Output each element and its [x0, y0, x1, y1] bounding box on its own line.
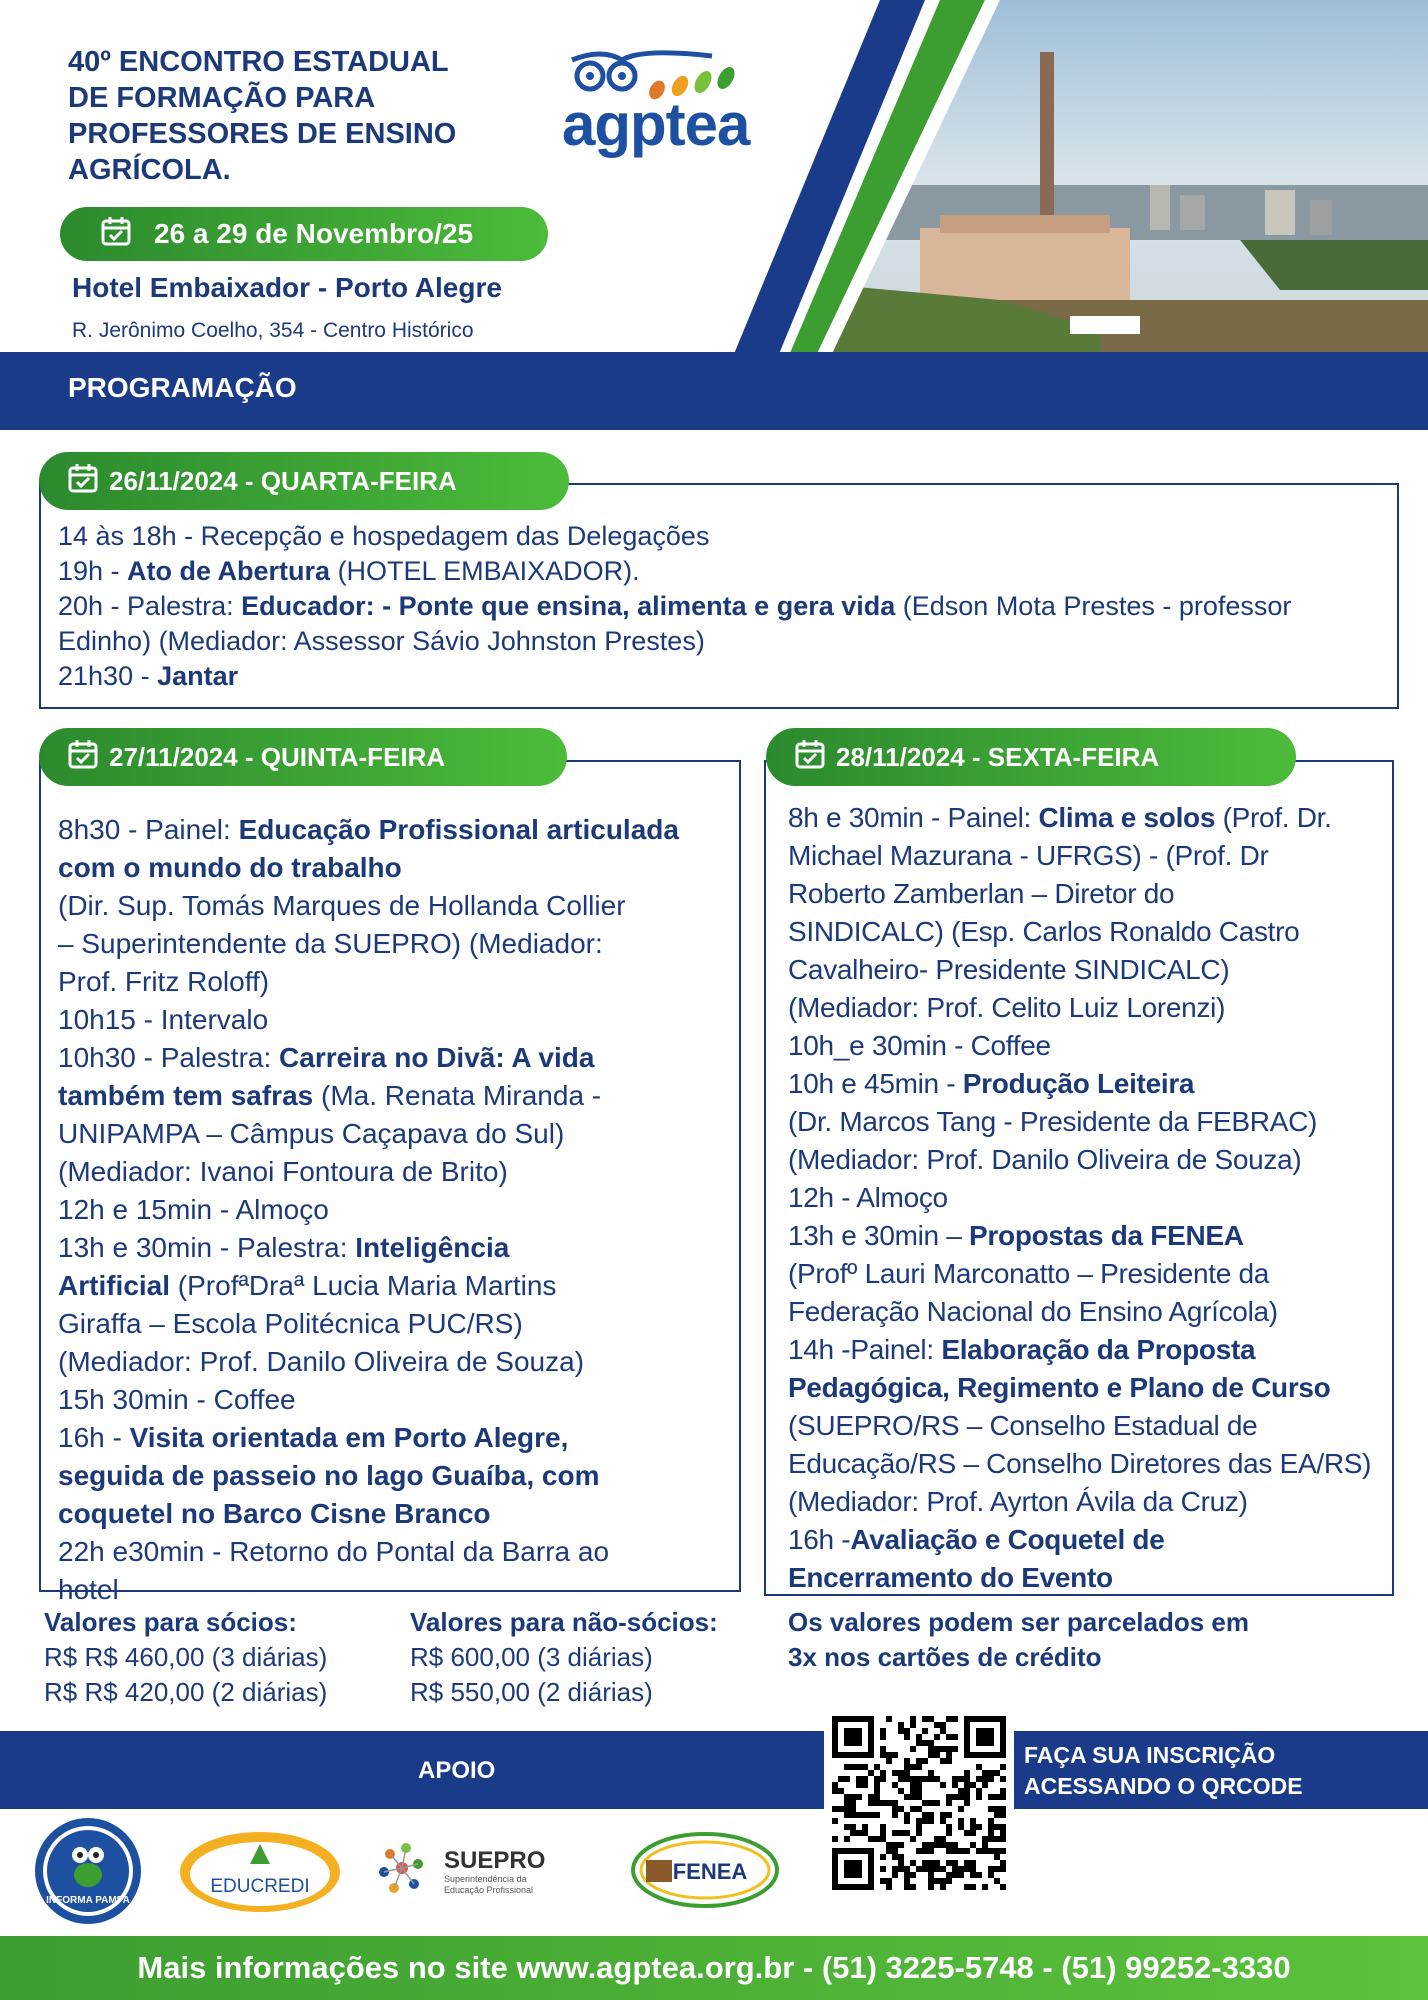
day1-lines: [58, 519, 1291, 694]
schedule-text: (Profº Lauri Marconatto – Presidente da: [788, 1258, 1270, 1289]
schedule-line: [58, 1191, 679, 1229]
day2-header: [39, 728, 567, 786]
schedule-text: (Prof. Dr.: [1215, 802, 1332, 833]
schedule-text: Federação Nacional do Ensino Agrícola): [788, 1296, 1278, 1327]
schedule-text: Educação/RS – Conselho Diretores das EA/RS): [788, 1448, 1372, 1479]
schedule-highlight: Ato de Abertura: [127, 556, 331, 586]
venue-address: R. Jerônimo Coelho, 354 - Centro Histórico: [72, 319, 474, 342]
inscricao-line: FAÇA SUA INSCRIÇÃO: [1024, 1742, 1276, 1768]
event-date-badge: [60, 207, 548, 261]
schedule-line: [58, 1381, 679, 1419]
schedule-text: (Mediador: Prof. Danilo Oliveira de Souza): [788, 1144, 1302, 1175]
schedule-line: [788, 1293, 1371, 1331]
prices-parcelamento: [788, 1605, 1249, 1675]
educredi-logo: [178, 1830, 342, 1914]
schedule-line: [788, 875, 1371, 913]
schedule-highlight: Elaboração da Proposta: [941, 1334, 1256, 1365]
schedule-highlight: Inteligência: [355, 1232, 510, 1263]
schedule-line: [788, 799, 1371, 837]
schedule-text: UNIPAMPA – Câmpus Caçapava do Sul): [58, 1118, 565, 1149]
schedule-text: 12h - Almoço: [788, 1182, 948, 1213]
schedule-text: SINDICALC) (Esp. Carlos Ronaldo Castro: [788, 916, 1300, 947]
suepro-subtitle: Superintendência da: [444, 1874, 527, 1884]
programacao-heading: PROGRAMAÇÃO: [68, 372, 297, 403]
schedule-line: [788, 1369, 1371, 1407]
fenea-text: FENEA: [672, 1859, 748, 1884]
venue-name: Hotel Embaixador - Porto Alegre: [72, 272, 502, 303]
schedule-text: (Mediador: Prof. Ayrton Ávila da Cruz): [788, 1486, 1248, 1517]
schedule-line: [58, 963, 679, 1001]
schedule-text: 16h -: [788, 1524, 851, 1555]
schedule-line: [58, 811, 679, 849]
schedule-line: [788, 913, 1371, 951]
price-line: R$ 600,00 (3 diárias): [410, 1642, 653, 1672]
apoio-heading: APOIO: [418, 1757, 496, 1784]
schedule-text: Roberto Zamberlan – Diretor do: [788, 878, 1175, 909]
event-date-text: 26 a 29 de Novembro/25: [154, 218, 474, 249]
day2-label: 27/11/2024 - QUINTA-FEIRA: [109, 741, 446, 772]
schedule-text: (SUEPRO/RS – Conselho Estadual de: [788, 1410, 1258, 1441]
prices-nao-socios-title: Valores para não-sócios:: [410, 1607, 718, 1637]
suepro-subtitle: Educação Profissional: [444, 1885, 534, 1895]
schedule-highlight: Avaliação e Coquetel de: [850, 1524, 1165, 1555]
schedule-highlight: coquetel no Barco Cisne Branco: [58, 1498, 491, 1529]
day2-lines: [58, 811, 679, 1609]
schedule-line: [788, 1141, 1371, 1179]
informa-pampa-logo: [32, 1815, 144, 1927]
schedule-text: 8h e 30min - Painel:: [788, 802, 1039, 833]
schedule-text: 13h e 30min –: [788, 1220, 970, 1251]
title-line: DE FORMAÇÃO PARA: [68, 82, 376, 114]
schedule-highlight: Produção Leiteira: [962, 1068, 1195, 1099]
schedule-highlight: Carreira no Divã: A vida: [279, 1042, 595, 1073]
schedule-text: (Mediador: Prof. Danilo Oliveira de Souza): [58, 1346, 585, 1377]
schedule-highlight: Educação Profissional articulada: [238, 814, 679, 845]
informa-pampa-text: INFORMA PAMPA: [46, 1895, 130, 1906]
schedule-text: 14h -Painel:: [788, 1334, 942, 1365]
schedule-line: [58, 1115, 679, 1153]
schedule-text: 22h e30min - Retorno do Pontal da Barra ao: [58, 1536, 610, 1567]
educredi-text: EDUCREDI: [210, 1876, 310, 1897]
schedule-text: 13h e 30min - Palestra:: [58, 1232, 356, 1263]
schedule-line: [788, 1483, 1371, 1521]
schedule-line: [58, 925, 679, 963]
schedule-highlight: Encerramento do Evento: [788, 1562, 1113, 1593]
registration-qr-code[interactable]: [824, 1708, 1014, 1898]
schedule-text: 14 às 18h - Recepção e hospedagem das Delegações: [58, 521, 710, 551]
footer-contact: Mais informações no site www.agptea.org.br - (51) 3225-5748 - (51) 99252-3330: [0, 1936, 1428, 2000]
schedule-highlight: seguida de passeio no lago Guaíba, com: [58, 1460, 600, 1491]
schedule-line: [788, 1255, 1371, 1293]
fenea-logo: [630, 1830, 780, 1910]
price-line: R$ R$ 460,00 (3 diárias): [44, 1642, 328, 1672]
schedule-text: (Ma. Renata Miranda -: [313, 1080, 602, 1111]
day3-header: [766, 728, 1296, 786]
day1-label: 26/11/2024 - QUARTA-FEIRA: [109, 465, 457, 496]
schedule-text: (Dir. Sup. Tomás Marques de Hollanda Collier: [58, 890, 626, 921]
schedule-highlight: Educador: - Ponte que ensina, alimenta e gera vida: [241, 591, 896, 621]
schedule-line: [788, 837, 1371, 875]
schedule-text: – Superintendente da SUEPRO) (Mediador:: [58, 928, 603, 959]
price-line: R$ R$ 420,00 (2 diárias): [44, 1677, 328, 1707]
schedule-line: [788, 1217, 1371, 1255]
schedule-line: [58, 519, 1291, 554]
schedule-text: 10h e 45min -: [788, 1068, 963, 1099]
title-line: AGRÍCOLA.: [68, 154, 231, 186]
schedule-text: Cavalheiro- Presidente SINDICALC): [788, 954, 1230, 985]
schedule-line: [58, 1039, 679, 1077]
schedule-line: [58, 1077, 679, 1115]
schedule-line: [58, 1571, 679, 1609]
day1-header: [39, 452, 569, 510]
price-line: R$ 550,00 (2 diárias): [410, 1677, 653, 1707]
schedule-line: [788, 1103, 1371, 1141]
schedule-text: 16h -: [58, 1422, 130, 1453]
schedule-line: [58, 1001, 679, 1039]
event-title: [68, 44, 538, 188]
schedule-text: Prof. Fritz Roloff): [58, 966, 270, 997]
schedule-line: [58, 1457, 679, 1495]
schedule-line: [58, 589, 1291, 624]
calendar-icon: [67, 738, 99, 777]
schedule-line: [788, 951, 1371, 989]
schedule-line: [58, 1533, 679, 1571]
calendar-icon: [100, 215, 132, 254]
schedule-text: (Edson Mota Prestes - professor: [895, 591, 1292, 621]
schedule-text: 10h15 - Intervalo: [58, 1004, 269, 1035]
schedule-line: [58, 1229, 679, 1267]
schedule-line: [788, 1065, 1371, 1103]
schedule-highlight: com o mundo do trabalho: [58, 852, 402, 883]
schedule-line: [58, 554, 1291, 589]
schedule-text: 12h e 15min - Almoço: [58, 1194, 329, 1225]
schedule-line: [58, 1343, 679, 1381]
schedule-line: [788, 1445, 1371, 1483]
schedule-highlight: Pedagógica, Regimento e Plano de Curso: [788, 1372, 1331, 1403]
schedule-line: [788, 1559, 1371, 1597]
schedule-line: [58, 1495, 679, 1533]
schedule-line: [788, 989, 1371, 1027]
schedule-text: 15h 30min - Coffee: [58, 1384, 296, 1415]
schedule-line: [788, 1331, 1371, 1369]
schedule-text: Michael Mazurana - UFRGS) - (Prof. Dr: [788, 840, 1269, 871]
schedule-text: 21h30 -: [58, 661, 158, 691]
prices-socios-title: Valores para sócios:: [44, 1607, 297, 1637]
logo-wordmark: agptea: [562, 91, 750, 158]
schedule-line: [788, 1027, 1371, 1065]
schedule-line: [788, 1407, 1371, 1445]
day3-lines: [788, 799, 1371, 1597]
inscricao-text: [1024, 1740, 1303, 1802]
inscricao-line: ACESSANDO O QRCODE: [1024, 1773, 1303, 1799]
prices-nao-socios: [410, 1605, 718, 1710]
schedule-highlight: Artificial: [58, 1270, 171, 1301]
schedule-highlight: Propostas da FENEA: [969, 1220, 1244, 1251]
schedule-line: [58, 1267, 679, 1305]
suepro-text: SUEPRO: [444, 1847, 546, 1874]
calendar-icon: [794, 738, 826, 777]
schedule-text: (Mediador: Prof. Celito Luiz Lorenzi): [788, 992, 1226, 1023]
schedule-text: (HOTEL EMBAIXADOR).: [330, 556, 640, 586]
schedule-text: (Mediador: Ivanoi Fontoura de Brito): [58, 1156, 508, 1187]
schedule-line: [788, 1179, 1371, 1217]
prices-socios: [44, 1605, 327, 1710]
schedule-text: Giraffa – Escola Politécnica PUC/RS): [58, 1308, 523, 1339]
schedule-line: [58, 849, 679, 887]
title-line: 40º ENCONTRO ESTADUAL: [68, 46, 449, 78]
schedule-line: [58, 1305, 679, 1343]
schedule-highlight: Jantar: [157, 661, 239, 691]
schedule-line: [58, 1419, 679, 1457]
calendar-icon: [67, 462, 99, 501]
schedule-text: (Dr. Marcos Tang - Presidente da FEBRAC): [788, 1106, 1318, 1137]
parcel-line: 3x nos cartões de crédito: [788, 1642, 1102, 1672]
schedule-text: 20h - Palestra:: [58, 591, 242, 621]
schedule-text: hotel: [58, 1574, 119, 1605]
schedule-line: [58, 887, 679, 925]
schedule-highlight: Visita orientada em Porto Alegre,: [129, 1422, 569, 1453]
day3-label: 28/11/2024 - SEXTA-FEIRA: [836, 741, 1160, 772]
schedule-text: 19h -: [58, 556, 128, 586]
schedule-text: (ProfªDraª Lucia Maria Martins: [170, 1270, 557, 1301]
schedule-text: 10h30 - Palestra:: [58, 1042, 280, 1073]
schedule-text: 8h30 - Painel:: [58, 814, 239, 845]
schedule-text: 10h_e 30min - Coffee: [788, 1030, 1051, 1061]
parcel-line: Os valores podem ser parcelados em: [788, 1607, 1249, 1637]
schedule-highlight: também tem safras: [58, 1080, 314, 1111]
schedule-line: [58, 1153, 679, 1191]
schedule-line: [58, 659, 1291, 694]
schedule-line: [788, 1521, 1371, 1559]
schedule-text: Edinho) (Mediador: Assessor Sávio Johnston Prestes): [58, 626, 705, 656]
schedule-highlight: Clima e solos: [1038, 802, 1216, 833]
schedule-line: [58, 624, 1291, 659]
suepro-logo: [372, 1838, 582, 1902]
title-line: PROFESSORES DE ENSINO: [68, 118, 457, 150]
